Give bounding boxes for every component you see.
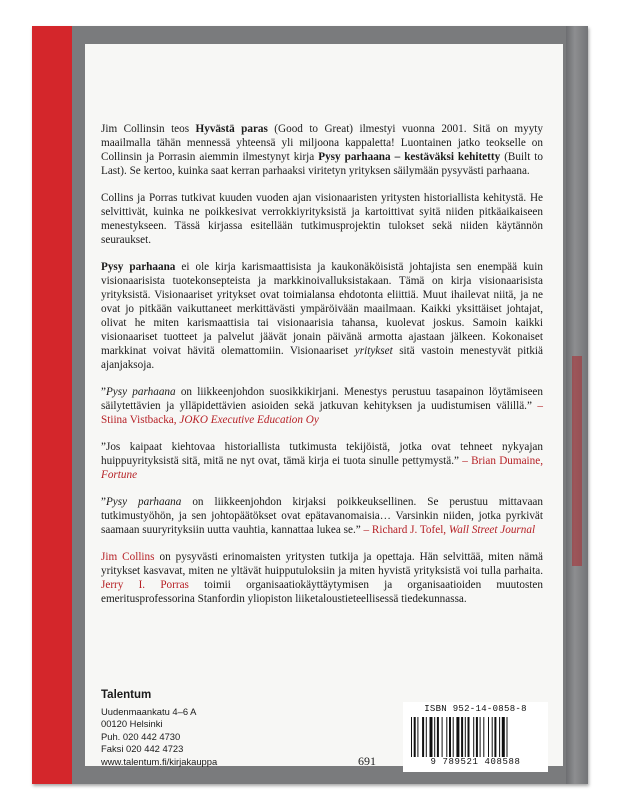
author-collins: Jim Collins [101, 551, 155, 563]
publisher-info [101, 689, 301, 769]
visionary-text: ei ole kirja karismaattisista ja kaukonäköisistä johtajista sen enempää kuin visionaarisista tuotekonsepteista ja markkinoivalluksistakaan. Tämä on kirja visionaarisista yrityksistä. Visionaariset yritykset ovat toimialansa ehdotonta eliittiä. Muut ihailevat niitä, ja ne ovat jo pitkään vaikuttaneet merkittävästi ympäröivään maailmaan. Kaikki yksittäiset johtajat, olivat he miten karismaattisia tai visionaarisia tahansa, kuolevat joskus. Samoin kaikki visionaariset tuotteet ja palvelut jäävät jonain päivänä armotta ajastaan jälkeen. Kokonaiset markkinat voivat hävitä olemattomiin. Visionaariset [101, 261, 543, 357]
quote-author: – Richard J. Tofel, [363, 524, 449, 536]
built-to-last-title: Pysy parhaana – kestäväksi kehitetty [318, 151, 501, 163]
book-title-bold: Pysy parhaana [101, 261, 176, 273]
quote-dumaine [101, 440, 543, 482]
price-code: 691 [358, 754, 376, 768]
good-to-great-title: Hyvästä paras [195, 123, 268, 135]
research-paragraph: Collins ja Porras tutkivat kuuden vuoden ajan visionaaristen yritysten historiallista kehitystä. He selvittivät, kuinka ne poikkesivat verrokkiyrityksistä ja kartoittivat syitä niiden pitkäaikaiseen menestykseen. Tässä kirjassa esitellään tutkimusprojektin tulokset sekä niiden käytännön seuraukset. [101, 192, 543, 246]
publisher-web: www.talentum.fi/kirjakauppa [101, 755, 218, 767]
blurb-text [101, 122, 543, 619]
visionary-paragraph [101, 260, 543, 372]
quote-mark: ” [101, 496, 106, 508]
intro-text-cont: (Good to Great) ilmestyi vuonna 2001. Sitä on myyty maailmalla tähän mennessä yhteensä yli miljoona kappaletta! Luontainen jatko teokselle on Collinsin ja Porrasin aiemmin ilmestynyt kirja [101, 123, 543, 163]
collins-bio: on pysyvästi erinomaisten yritysten tutkija ja opettaja. Hän selvittää, miten nämä yritykset kasvavat, miten ne yltävät huipputuloksiin ja miten hyvistä yrityksistä voi tulla parhaita. [101, 551, 543, 577]
red-edge-strip [32, 26, 72, 784]
quote-source: JOKO Executive Education Oy [179, 414, 319, 426]
publisher-address: Uudenmaankatu 4–6 A [101, 705, 197, 717]
intro-text: Jim Collinsin teos [101, 123, 196, 135]
authors-paragraph [101, 550, 543, 606]
intro-paragraph [101, 122, 543, 178]
quote-vistbacka [101, 385, 543, 427]
quote-tofel [101, 495, 543, 537]
quote-author: – Stiina Vistbacka, [101, 400, 543, 426]
publisher-fax: Faksi 020 442 4723 [101, 743, 184, 755]
intro-text-end: (Built to Last). Se kertoo, kuinka saat kerran parhaaksi viritetyn yrityksen säilymään pysyvästi parhaana. [101, 151, 544, 177]
visionary-emphasis: yritykset [354, 345, 393, 357]
quote-text: ”Jos kaipaat kiehtovaa historiallista tutkimusta tekijöistä, jotka ovat tehneet nykyajan huippuyrityksistä sitä, mitä ne nyt ovat, tämä kirja ei tuota sinulle pettymystä.” [101, 441, 543, 467]
quote-mark: ” [101, 386, 106, 398]
quote-book-title: Pysy parhaana [105, 496, 182, 508]
quote-author: – Brian Dumaine, [462, 455, 543, 467]
isbn-label: ISBN 952-14-0858-8 [424, 704, 527, 714]
quote-book-title: Pysy parhaana [105, 386, 176, 398]
quote-source: Wall Street Journal [448, 524, 536, 536]
barcode-icon [411, 717, 541, 757]
book-back-cover [32, 26, 588, 784]
quote-text: on liikkeenjohdon kirjaksi poikkeuksellinen. Se perustuu mittavaan tutkimustyöhön, ja sen johtopäätökset ovat epätavanomaisia… Varsinkin niiden, jotka pyrkivät saamaan suuryrityksiin uutta vauhtia, kannattaa lukea se.” [101, 496, 543, 536]
author-porras: Jerry I. Porras [101, 579, 189, 591]
publisher-phone: Puh. 020 442 4730 [101, 730, 181, 742]
quote-text: on liikkeenjohdon suosikkikirjani. Menestys perustuu tasapainon löytämiseen säilytettävien ja ylläpidettävien asioiden sekä jatkuvan kehityksen ja uudistumisen välillä.” [101, 386, 543, 412]
book-spine [566, 26, 588, 784]
spine-red-tint [572, 356, 582, 566]
isbn-barcode [403, 702, 548, 772]
porras-bio: toimii organisaatiokäyttäytymisen ja organisaatioiden muutosten emeritusprofessorina Stanfordin yliopiston liiketaloustieteellisessä tiedekunnassa. [101, 579, 543, 605]
text-panel [85, 44, 563, 766]
publisher-name: Talentum [101, 689, 152, 701]
publisher-city: 00120 Helsinki [101, 718, 163, 730]
quote-source: Fortune [101, 469, 138, 481]
visionary-text-end: sitä vastoin menestyvät pitkiä ajanjaksoja. [101, 345, 544, 371]
barcode-digits: 9 789521 408588 [430, 757, 521, 767]
